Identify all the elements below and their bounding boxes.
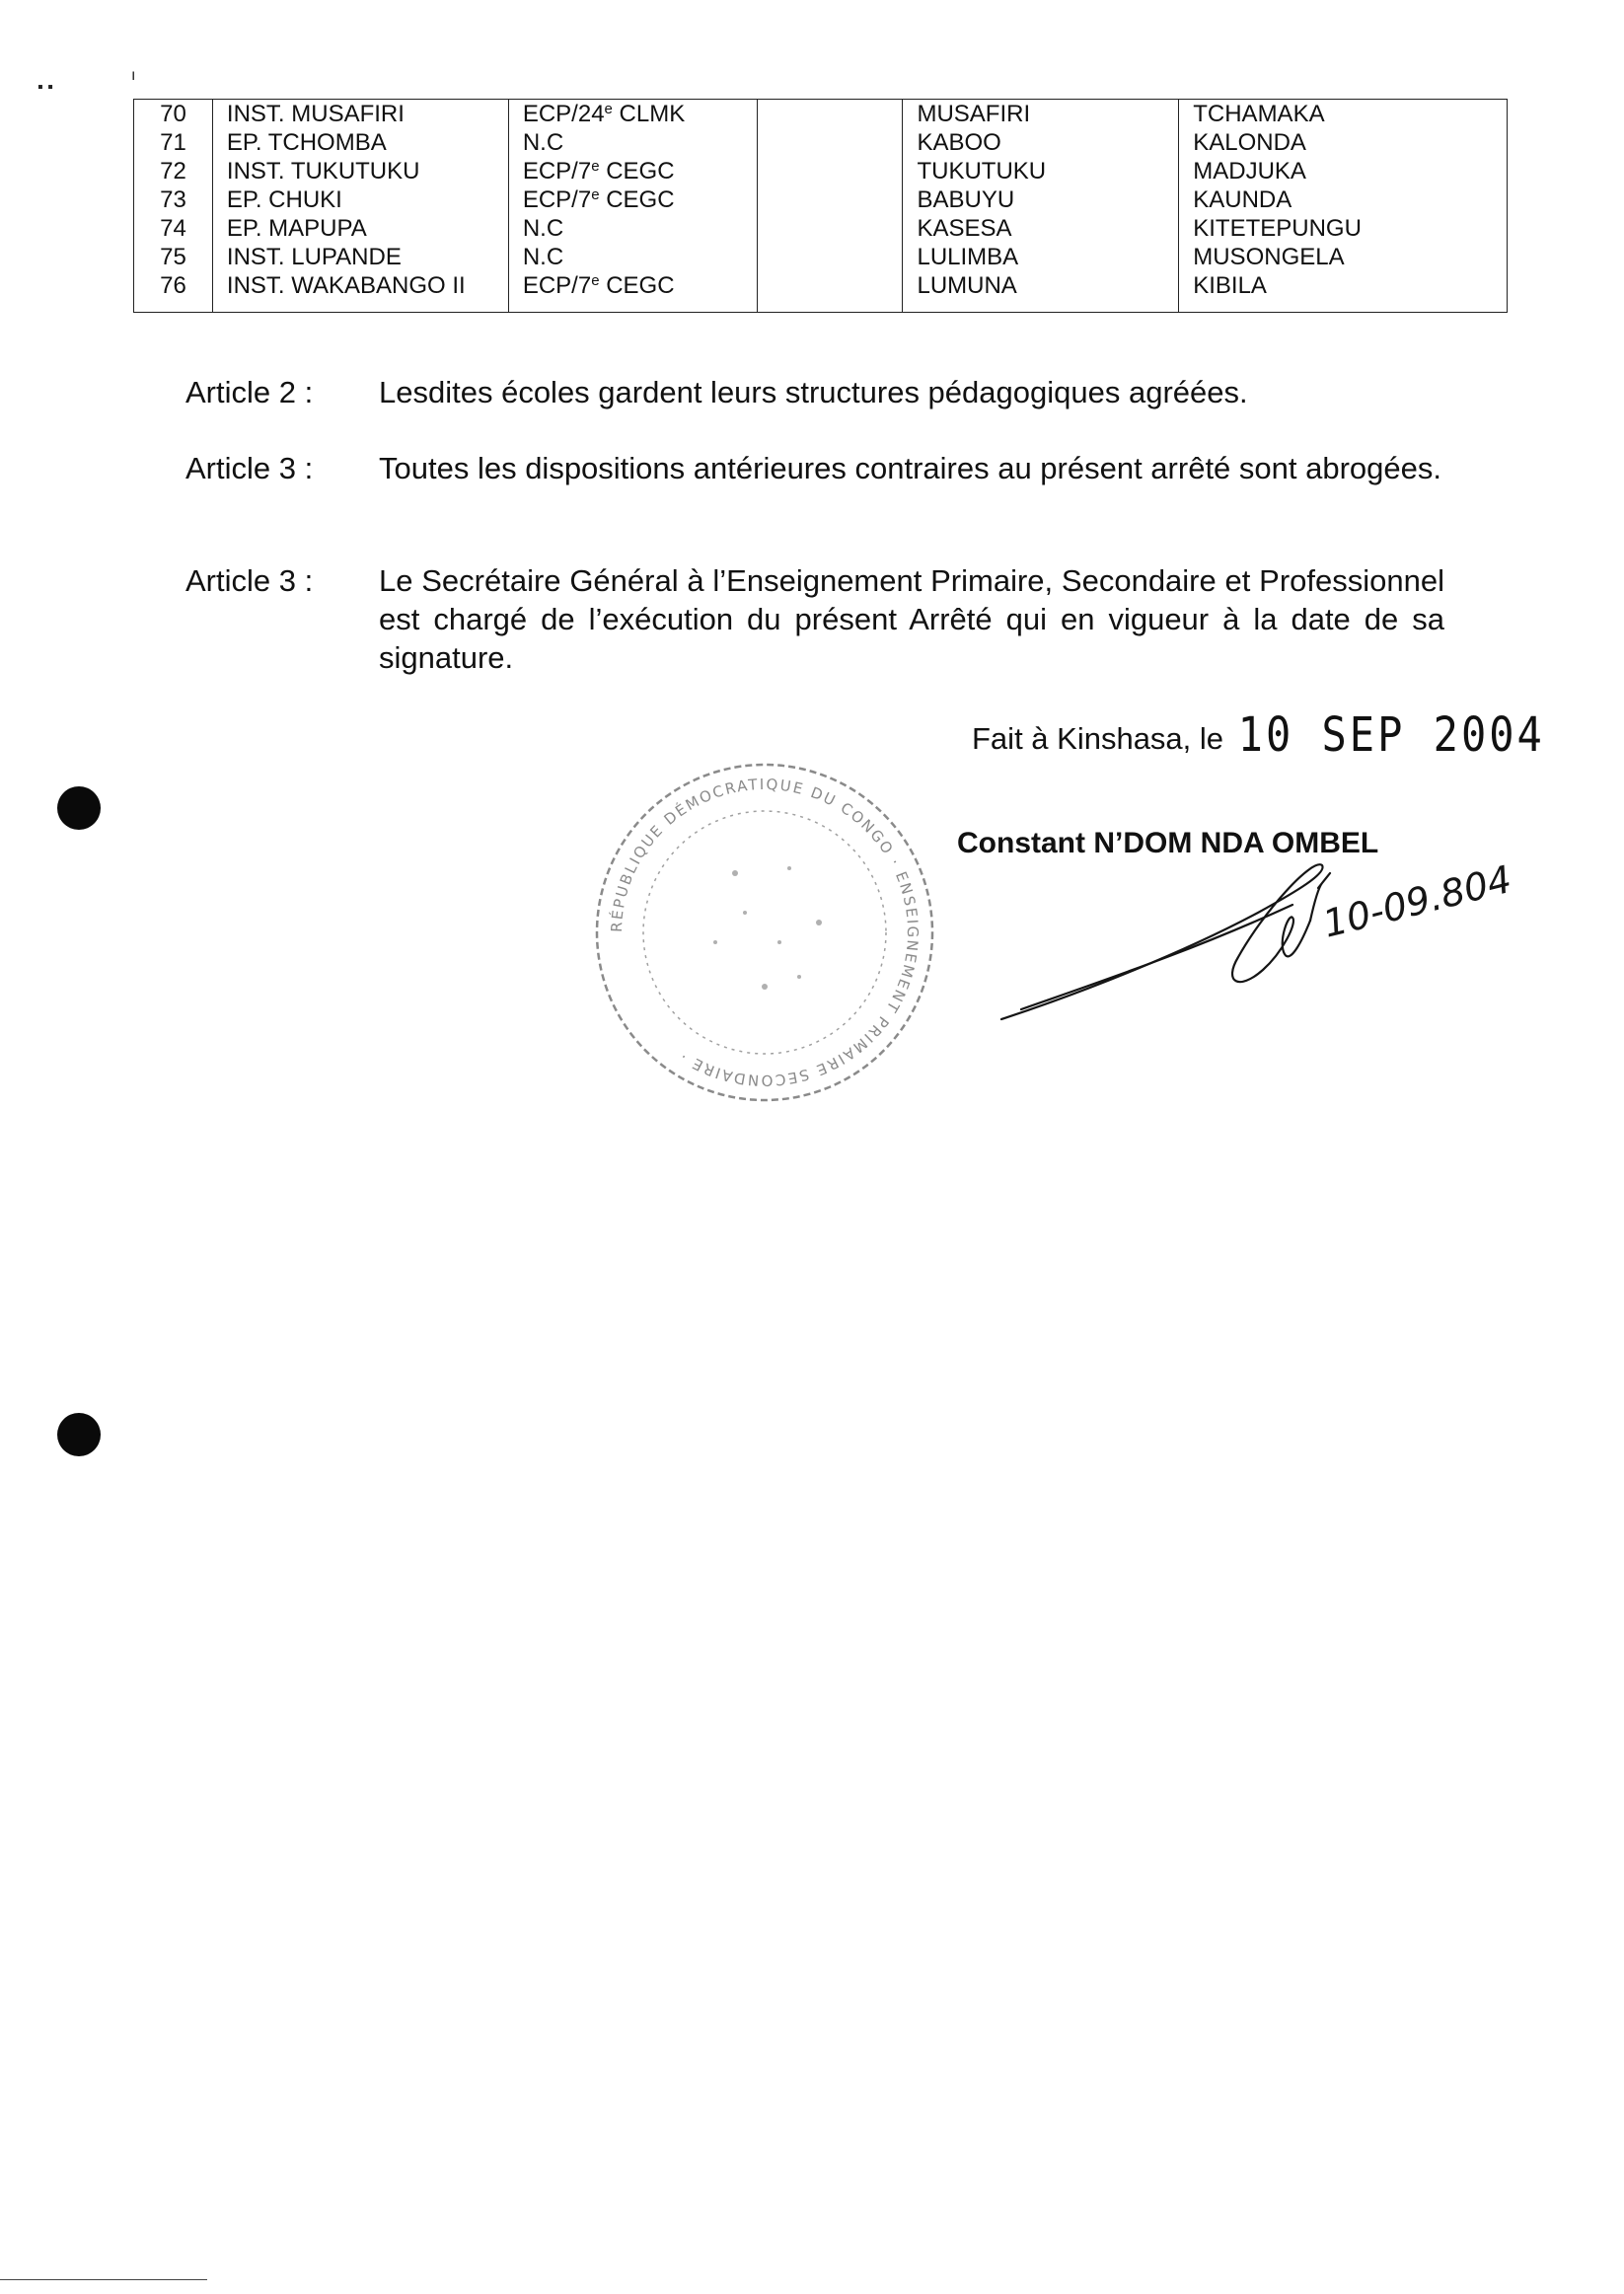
row-number: 70 [134, 100, 213, 129]
village-name: KABOO [903, 128, 1179, 157]
empty-cell [757, 243, 903, 271]
article-text: Lesdites écoles gardent leurs structures pédagogiques agréées. [379, 375, 1248, 409]
village-name: KASESA [903, 214, 1179, 243]
school-code-suffix: CEGC [599, 272, 675, 299]
school-code-suffix: CEGC [599, 158, 675, 185]
handwritten-signature [997, 844, 1516, 1046]
empty-cell [757, 214, 903, 243]
punch-hole [57, 1413, 101, 1456]
chiefdom-name: KIBILA [1179, 271, 1508, 313]
school-code [508, 157, 757, 185]
empty-cell [757, 185, 903, 214]
school-name: INST. TUKUTUKU [212, 157, 508, 185]
table-row [134, 271, 1508, 313]
school-code-ordinal: e [604, 101, 613, 117]
place-date [972, 706, 1545, 763]
table-row [134, 243, 1508, 271]
signer-name: Constant N’DOM NDA OMBEL [957, 827, 1379, 859]
date-stamp: 10 SEP 2004 [1237, 706, 1545, 763]
scan-mark: ▪ ▪ [37, 79, 53, 96]
chiefdom-name: MADJUKA [1179, 157, 1508, 185]
scan-mark: ı [131, 67, 136, 84]
school-name: EP. MAPUPA [212, 214, 508, 243]
row-number: 71 [134, 128, 213, 157]
article-label: Article 3 : [185, 451, 314, 485]
schools-table [133, 99, 1508, 313]
row-number: 75 [134, 243, 213, 271]
footer-rule [0, 2279, 207, 2280]
chiefdom-name: KITETEPUNGU [1179, 214, 1508, 243]
article-label: Article 2 : [185, 375, 314, 409]
school-name: INST. LUPANDE [212, 243, 508, 271]
signature-date: 10-09.804 [1318, 856, 1516, 946]
school-code-base: N.C [522, 215, 564, 242]
empty-cell [757, 271, 903, 313]
school-code [508, 243, 757, 271]
school-code [508, 271, 757, 313]
punch-hole [57, 786, 101, 830]
school-code-ordinal: e [591, 158, 600, 175]
place-label: Fait à Kinshasa, le [972, 721, 1224, 756]
village-name: MUSAFIRI [903, 100, 1179, 129]
row-number: 72 [134, 157, 213, 185]
village-name: LUMUNA [903, 271, 1179, 313]
school-name: EP. CHUKI [212, 185, 508, 214]
row-number: 73 [134, 185, 213, 214]
article-2 [185, 373, 1444, 411]
village-name: LULIMBA [903, 243, 1179, 271]
empty-cell [757, 157, 903, 185]
article-3-execution [185, 561, 1444, 677]
chiefdom-name: TCHAMAKA [1179, 100, 1508, 129]
school-code-base: ECP/7 [522, 158, 592, 185]
school-code [508, 214, 757, 243]
school-code [508, 185, 757, 214]
village-name: BABUYU [903, 185, 1179, 214]
school-code [508, 100, 757, 129]
row-number: 76 [134, 271, 213, 313]
table-row [134, 214, 1508, 243]
empty-cell [757, 100, 903, 129]
school-code-base: N.C [522, 244, 564, 270]
seal-text: RÉPUBLIQUE DÉMOCRATIQUE DU CONGO · ENSEIGNEMENT PRIMAIRE SECONDAIRE · [607, 775, 923, 1090]
table-row [134, 100, 1508, 129]
school-code-ordinal: e [591, 272, 600, 289]
article-text: Toutes les dispositions antérieures contraires au présent arrêté sont abrogées. [379, 451, 1441, 485]
empty-cell [757, 128, 903, 157]
school-code-ordinal: e [591, 186, 600, 203]
school-name: INST. WAKABANGO II [212, 271, 508, 313]
school-name: EP. TCHOMBA [212, 128, 508, 157]
school-code-suffix: CLMK [612, 101, 686, 127]
article-3-abrogation [185, 449, 1444, 487]
school-code-suffix: CEGC [599, 186, 675, 213]
chiefdom-name: MUSONGELA [1179, 243, 1508, 271]
table-row [134, 128, 1508, 157]
school-code [508, 128, 757, 157]
row-number: 74 [134, 214, 213, 243]
chiefdom-name: KALONDA [1179, 128, 1508, 157]
article-text: Le Secrétaire Général à l’Enseignement Primaire, Secondaire et Professionnel est chargé de l’exécution du présent Arrêté qui en vigueur à la date de sa signature. [379, 563, 1444, 675]
chiefdom-name: KAUNDA [1179, 185, 1508, 214]
school-code-base: N.C [522, 129, 564, 156]
school-name: INST. MUSAFIRI [212, 100, 508, 129]
article-label: Article 3 : [185, 563, 314, 598]
school-code-base: ECP/7 [522, 272, 592, 299]
village-name: TUKUTUKU [903, 157, 1179, 185]
official-seal [587, 755, 942, 1115]
school-code-base: ECP/24 [522, 101, 605, 127]
svg-text:RÉPUBLIQUE DÉMOCRATIQUE DU CON [608, 776, 922, 1089]
table-row [134, 157, 1508, 185]
table-row [134, 185, 1508, 214]
school-code-base: ECP/7 [522, 186, 592, 213]
